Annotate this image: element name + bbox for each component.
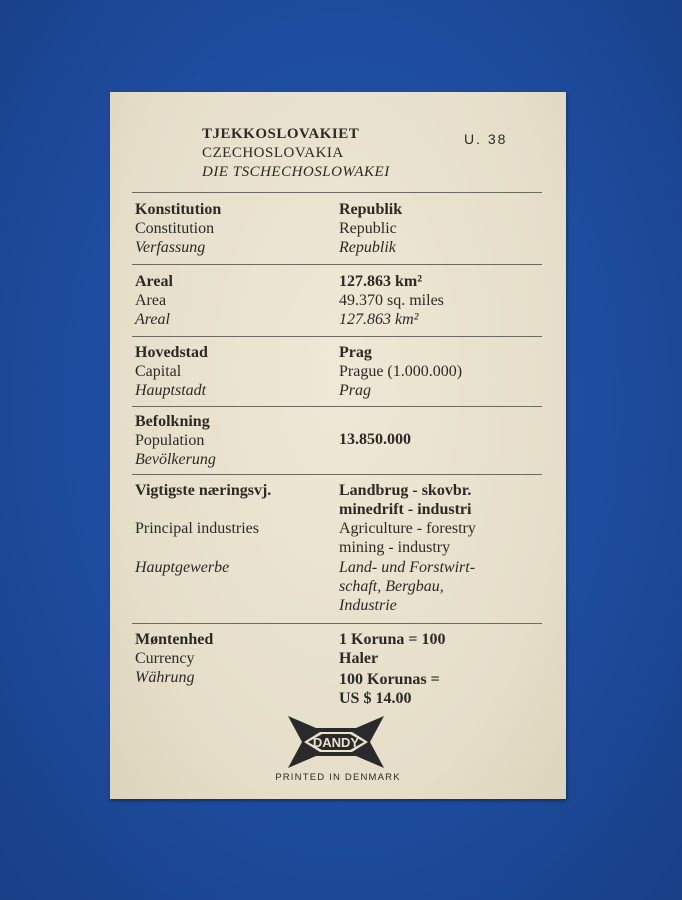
divider: [132, 336, 542, 337]
logo-text: DANDY: [312, 735, 360, 750]
currency-label-da: Møntenhed: [135, 631, 214, 648]
constitution-value-de: Republik: [339, 239, 396, 256]
capital-label-en: Capital: [135, 363, 182, 380]
card-code: U. 38: [464, 131, 508, 147]
population-label-en: Population: [135, 432, 205, 449]
industries-label-da: Vigtigste næringsvj.: [135, 482, 272, 499]
divider: [132, 474, 542, 475]
currency-value-1: 1 Koruna = 100: [339, 631, 446, 648]
currency-value-4: US $ 14.00: [339, 690, 412, 707]
capital-value-de: Prag: [339, 382, 371, 399]
population-value: 13.850.000: [339, 431, 411, 448]
capital-value-da: Prag: [339, 344, 372, 361]
area-value-km: 127.863 km²: [339, 273, 423, 290]
capital-value-en: Prague (1.000.000): [339, 363, 463, 380]
constitution-label-en: Constitution: [135, 220, 215, 237]
divider: [132, 623, 542, 624]
industries-value-de-1: Land- und Forstwirt-: [339, 559, 476, 576]
dandy-logo: [286, 714, 386, 770]
area-label-da: Areal: [135, 273, 173, 290]
constitution-label-da: Konstitution: [135, 201, 222, 218]
divider: [132, 264, 542, 265]
constitution-label-de: Verfassung: [135, 239, 206, 256]
divider: [132, 406, 542, 407]
trading-card: [110, 92, 566, 799]
capital-label-da: Hovedstad: [135, 344, 208, 361]
population-label-da: Befolkning: [135, 413, 210, 430]
divider: [132, 192, 542, 193]
title-english: CZECHOSLOVAKIA: [202, 145, 344, 161]
currency-value-3: 100 Korunas =: [339, 671, 440, 688]
industries-label-de: Hauptgewerbe: [135, 559, 230, 576]
constitution-value-da: Republik: [339, 201, 403, 218]
area-label-de: Areal: [135, 311, 170, 328]
industries-value-en-1: Agriculture - forestry: [339, 520, 476, 537]
currency-label-de: Währung: [135, 669, 195, 686]
title-danish: TJEKKOSLOVAKIET: [202, 126, 360, 142]
area-value-km-de: 127.863 km²: [339, 311, 419, 328]
capital-label-de: Hauptstadt: [135, 382, 207, 399]
printed-in-denmark: PRINTED IN DENMARK: [275, 772, 401, 783]
industries-label-en: Principal industries: [135, 520, 259, 537]
industries-value-de-2: schaft, Bergbau,: [339, 578, 444, 595]
currency-label-en: Currency: [135, 650, 195, 667]
industries-value-da-1: Landbrug - skovbr.: [339, 482, 472, 499]
industries-value-de-3: Industrie: [339, 597, 397, 614]
currency-value-2: Haler: [339, 650, 379, 667]
title-german: DIE TSCHECHOSLOWAKEI: [202, 164, 390, 180]
area-value-miles: 49.370 sq. miles: [339, 292, 444, 309]
area-label-en: Area: [135, 292, 167, 309]
industries-value-en-2: mining - industry: [339, 539, 451, 556]
constitution-value-en: Republic: [339, 220, 397, 237]
population-label-de: Bevölkerung: [135, 451, 216, 468]
industries-value-da-2: minedrift - industri: [339, 501, 472, 518]
